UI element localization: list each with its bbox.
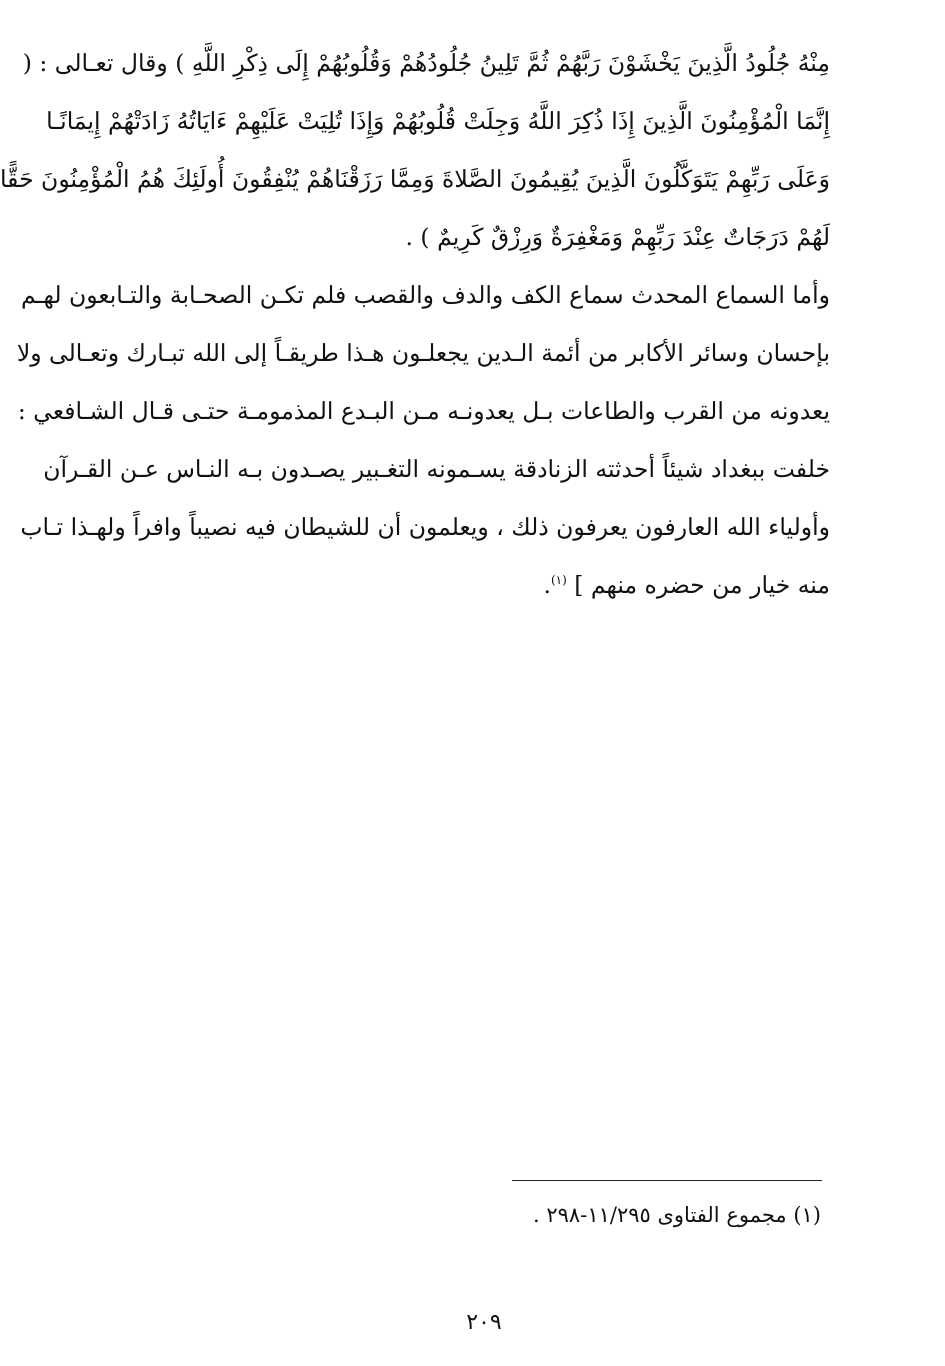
text-line-10 bbox=[104, 556, 830, 614]
last-line-end: . bbox=[543, 571, 551, 599]
page-number: ٢٠٩ bbox=[466, 1310, 502, 1335]
main-text-block bbox=[0, 34, 830, 614]
last-line-text: منه خيار من حضره منهم ] bbox=[574, 571, 830, 599]
footnote-divider bbox=[512, 1180, 822, 1181]
text-line-9: وأولياء الله العارفون يعرفون ذلك ، ويعلمون أن للشيطان فيه نصيباً وافراً ولهـذا تـاب bbox=[20, 513, 830, 541]
text-line-3: وَعَلَى رَبِّهِمْ يَتَوَكَّلُونَ الَّذِينَ يُقِيمُونَ الصَّلاةَ وَمِمَّا رَزَقْنَاهُمْ يُنْفِقُونَ أُولَئِكَ هُمُ الْمُؤْمِنُونَ حَقًّا bbox=[0, 165, 830, 193]
text-line-5: وأما السماع المحدث سماع الكف والدف والقصب فلم تكـن الصحـابة والتـابعون لهـم bbox=[20, 281, 830, 309]
text-line-8: خلفت ببغداد شيئاً أحدثته الزنادقة يسـمونه التغـبير يصـدون بـه النـاس عـن القـرآن bbox=[43, 455, 830, 483]
text-line-2: إِنَّمَا الْمُؤْمِنُونَ الَّذِينَ إِذَا ذُكِرَ اللَّهُ وَجِلَتْ قُلُوبُهُمْ وَإِذَا تُلِيَتْ عَلَيْهِمْ ءَايَاتُهُ زَادَتْهُمْ إِيمَانًـا bbox=[46, 107, 830, 135]
footnote: (١) مجموع الفتاوى ١١/٢٩٥-٢٩٨ . bbox=[533, 1203, 821, 1227]
text-line-1: مِنْهُ جُلُودُ الَّذِينَ يَخْشَوْنَ رَبَّهُمْ ثُمَّ تَلِينُ جُلُودُهُمْ وَقُلُوبُهُمْ إِلَى ذِكْرِ اللَّهِ ) وقال تعـالى : ( bbox=[22, 49, 830, 77]
text-line-7: يعدونه من القرب والطاعات بـل يعدونـه مـن البـدع المذمومـة حتـى قـال الشـافعي : bbox=[17, 397, 830, 425]
text-line-6: بإحسان وسائر الأكابر من أئمة الـدين يجعلـون هـذا طريقـاً إلى الله تبـارك وتعـالى ولا bbox=[16, 339, 830, 367]
text-line-4: لَهُمْ دَرَجَاتٌ عِنْدَ رَبِّهِمْ وَمَغْفِرَةٌ وَرِزْقٌ كَرِيمٌ ) . bbox=[405, 223, 830, 251]
footnote-reference[interactable]: (١) bbox=[550, 573, 567, 588]
